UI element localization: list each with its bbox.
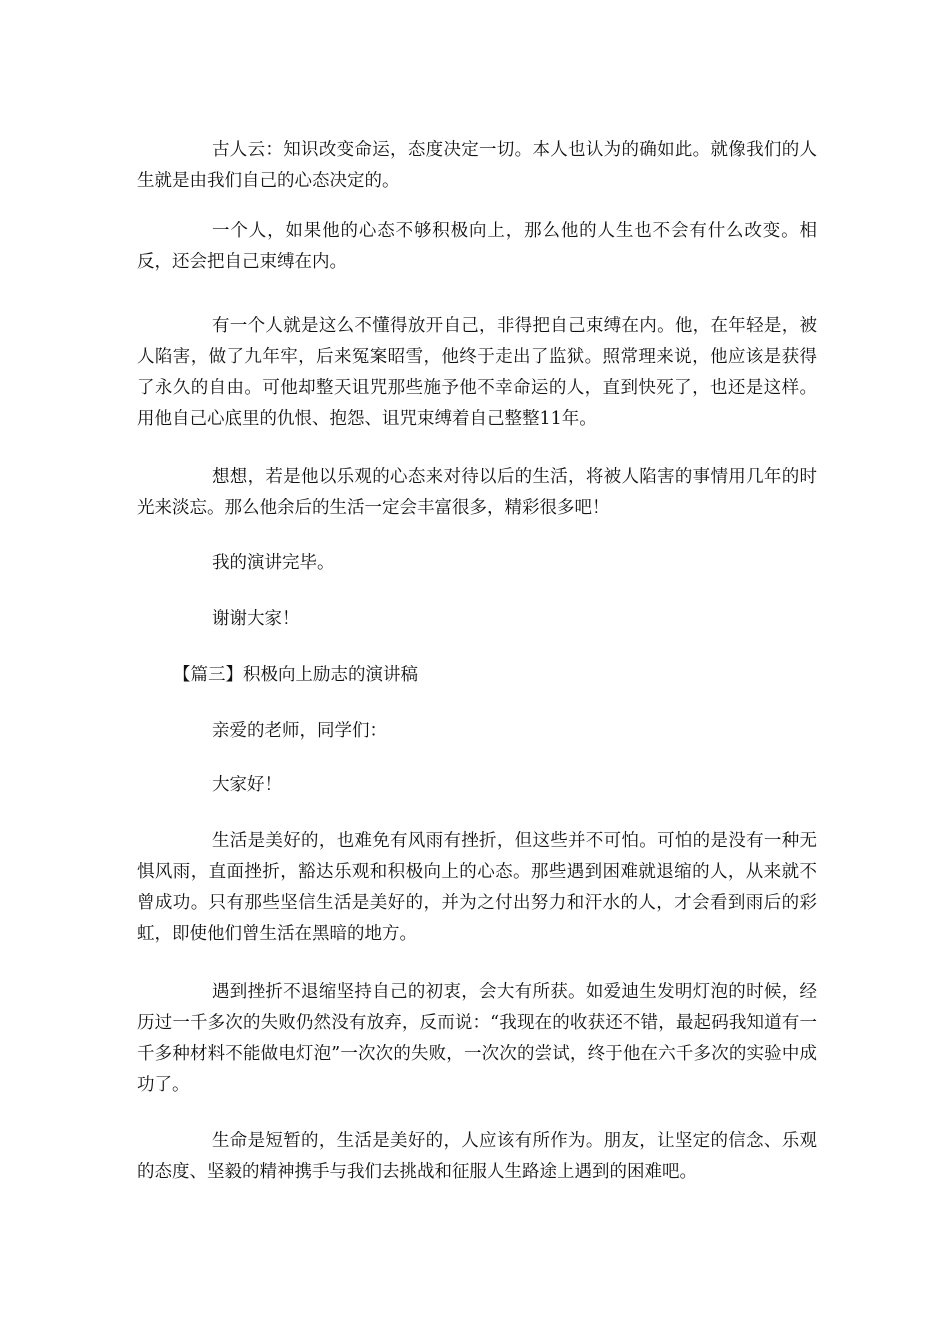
paragraph-9: 生活是美好的，也难免有风雨有挫折，但这些并不可怕。可怕的是没有一种无惧风雨，直面挫折，豁达乐观和积极向上的心态。那些遇到困难就退缩的人，从来就不曾成功。只有那些坚信生活是美好的，并为之付出努力和汗水的人，才会看到雨后的彩虹，即使他们曾生活在黑暗的地方。 bbox=[137, 831, 817, 944]
paragraph-2: 一个人，如果他的心态不够积极向上，那么他的人生也不会有什么改变。相反，还会把自己束缚在内。 bbox=[137, 221, 817, 272]
paragraph-4: 想想，若是他以乐观的心态来对待以后的生活，将被人陷害的事情用几年的时光来淡忘。那么他余后的生活一定会丰富很多，精彩很多吧！ bbox=[137, 467, 817, 518]
paragraph-6: 谢谢大家！ bbox=[212, 609, 300, 629]
paragraph-10: 遇到挫折不退缩坚持自己的初衷，会大有所获。如爱迪生发明灯泡的时候，经历过一千多次的失败仍然没有放弃，反而说：“我现在的收获还不错，最起码我知道有一千多种材料不能做电灯泡”一次次的失败，一次次的尝试，终于他在六千多次的实验中成功了。 bbox=[137, 982, 817, 1095]
paragraph-7: 亲爱的老师，同学们： bbox=[212, 721, 387, 741]
paragraph-3: 有一个人就是这么不懂得放开自己，非得把自己束缚在内。他，在年轻是，被人陷害，做了九年牢，后来冤案昭雪，他终于走出了监狱。照常理来说，他应该是获得了永久的自由。可他却整天诅咒那些施予他不幸命运的人，直到快死了，也还是这样。用他自己心底里的仇恨、抱怨、诅咒束缚着自己整整11年。 bbox=[137, 316, 817, 429]
paragraph-8: 大家好！ bbox=[212, 775, 282, 795]
paragraph-11: 生命是短暂的，生活是美好的，人应该有所作为。朋友，让坚定的信念、乐观的态度、坚毅的精神携手与我们去挑战和征服人生路途上遇到的困难吧。 bbox=[137, 1131, 817, 1182]
paragraph-5: 我的演讲完毕。 bbox=[212, 553, 335, 573]
section-heading: 【篇三】积极向上励志的演讲稿 bbox=[173, 665, 418, 685]
paragraph-1: 古人云：知识改变命运，态度决定一切。本人也认为的确如此。就像我们的人生就是由我们自己的心态决定的。 bbox=[137, 140, 817, 191]
